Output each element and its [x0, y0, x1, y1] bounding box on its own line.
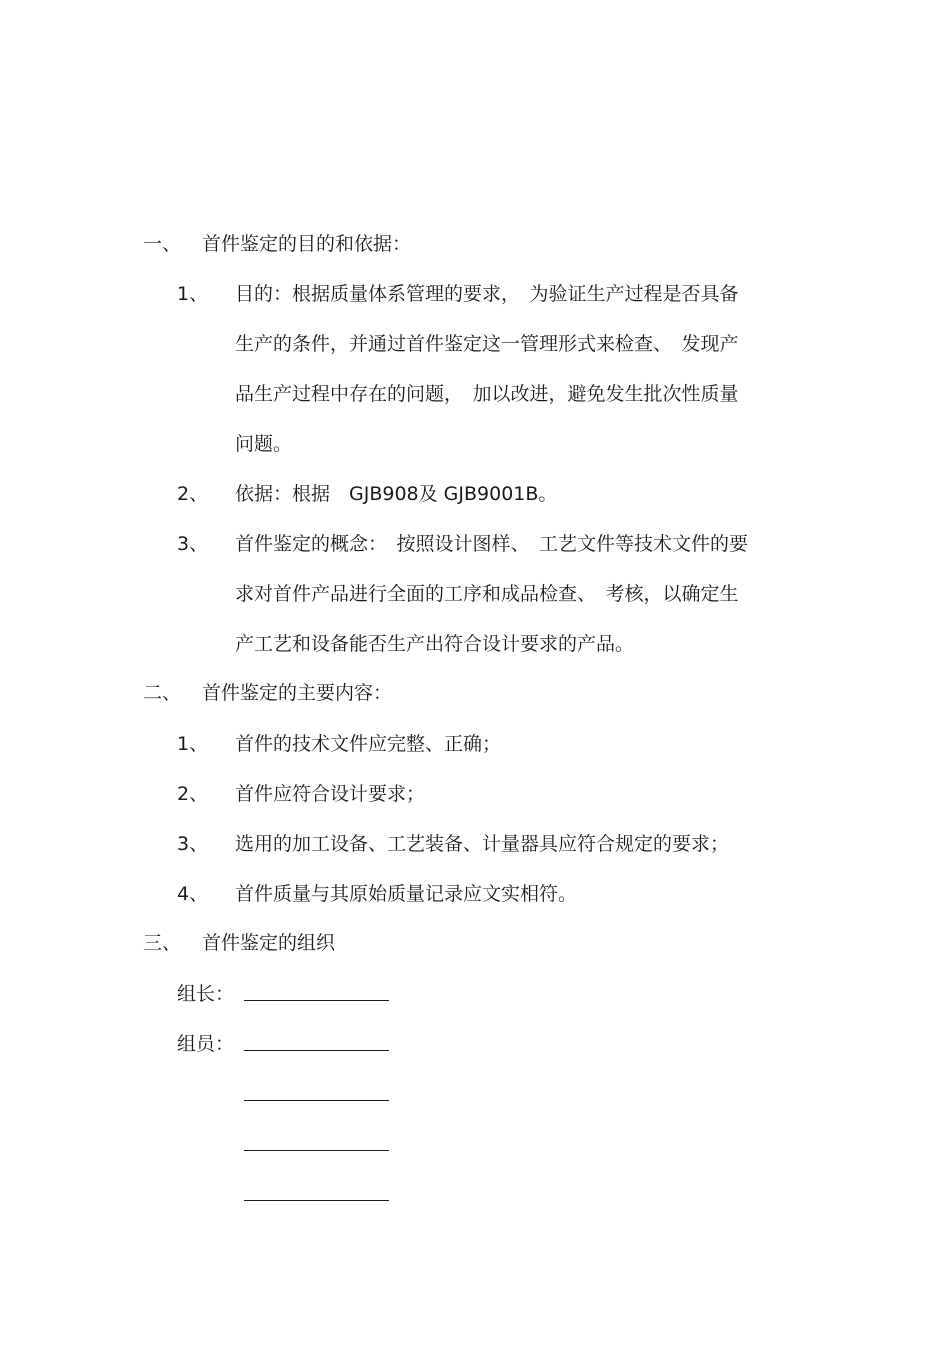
leader-blank-line[interactable]: [244, 1000, 389, 1001]
section-2-title: 首件鉴定的主要内容：: [202, 682, 393, 704]
item-2-4-number: 4、: [177, 883, 209, 905]
member-blank-line-2[interactable]: [244, 1100, 389, 1101]
member-label: 组员：: [177, 1033, 235, 1055]
item-1-3-line-3: 产工艺和设备能否生产出符合设计要求的产品。: [235, 633, 635, 655]
member-blank-line-3[interactable]: [244, 1150, 389, 1151]
member-blank-line-1[interactable]: [244, 1050, 389, 1051]
item-1-1-number: 1、: [177, 283, 209, 305]
item-1-2-number: 2、: [177, 483, 209, 505]
item-1-1-line-3: 品生产过程中存在的问题， 加以改进，避免发生批次性质量: [235, 383, 739, 405]
item-1-1-line-1: 目的：根据质量体系管理的要求， 为验证生产过程是否具备: [235, 283, 739, 305]
item-1-2-line-1: 依据：根据 GJB908及 GJB9001B。: [235, 483, 558, 505]
item-2-4-line-1: 首件质量与其原始质量记录应文实相符。: [235, 883, 578, 905]
section-1-title: 首件鉴定的目的和依据：: [202, 233, 412, 255]
item-1-1-line-4: 问题。: [235, 433, 293, 455]
item-2-3-number: 3、: [177, 833, 209, 855]
section-1-number: 一、: [143, 233, 182, 255]
item-1-1-line-2: 生产的条件，并通过首件鉴定这一管理形式来检查、 发现产: [235, 333, 739, 355]
section-3-title: 首件鉴定的组织: [202, 932, 336, 954]
item-1-3-line-2: 求对首件产品进行全面的工序和成品检查、 考核，以确定生: [235, 583, 739, 605]
item-1-3-line-1: 首件鉴定的概念： 按照设计图样、 工艺文件等技术文件的要: [235, 533, 749, 555]
item-2-1-number: 1、: [177, 733, 209, 755]
leader-label: 组长：: [177, 983, 235, 1005]
item-2-2-line-1: 首件应符合设计要求；: [235, 783, 426, 805]
item-2-3-line-1: 选用的加工设备、工艺装备、计量器具应符合规定的要求；: [235, 833, 730, 855]
member-blank-line-4[interactable]: [244, 1200, 389, 1201]
section-3-number: 三、: [143, 932, 182, 954]
section-2-number: 二、: [143, 682, 182, 704]
item-2-1-line-1: 首件的技术文件应完整、正确；: [235, 733, 502, 755]
item-1-3-number: 3、: [177, 533, 209, 555]
item-2-2-number: 2、: [177, 783, 209, 805]
